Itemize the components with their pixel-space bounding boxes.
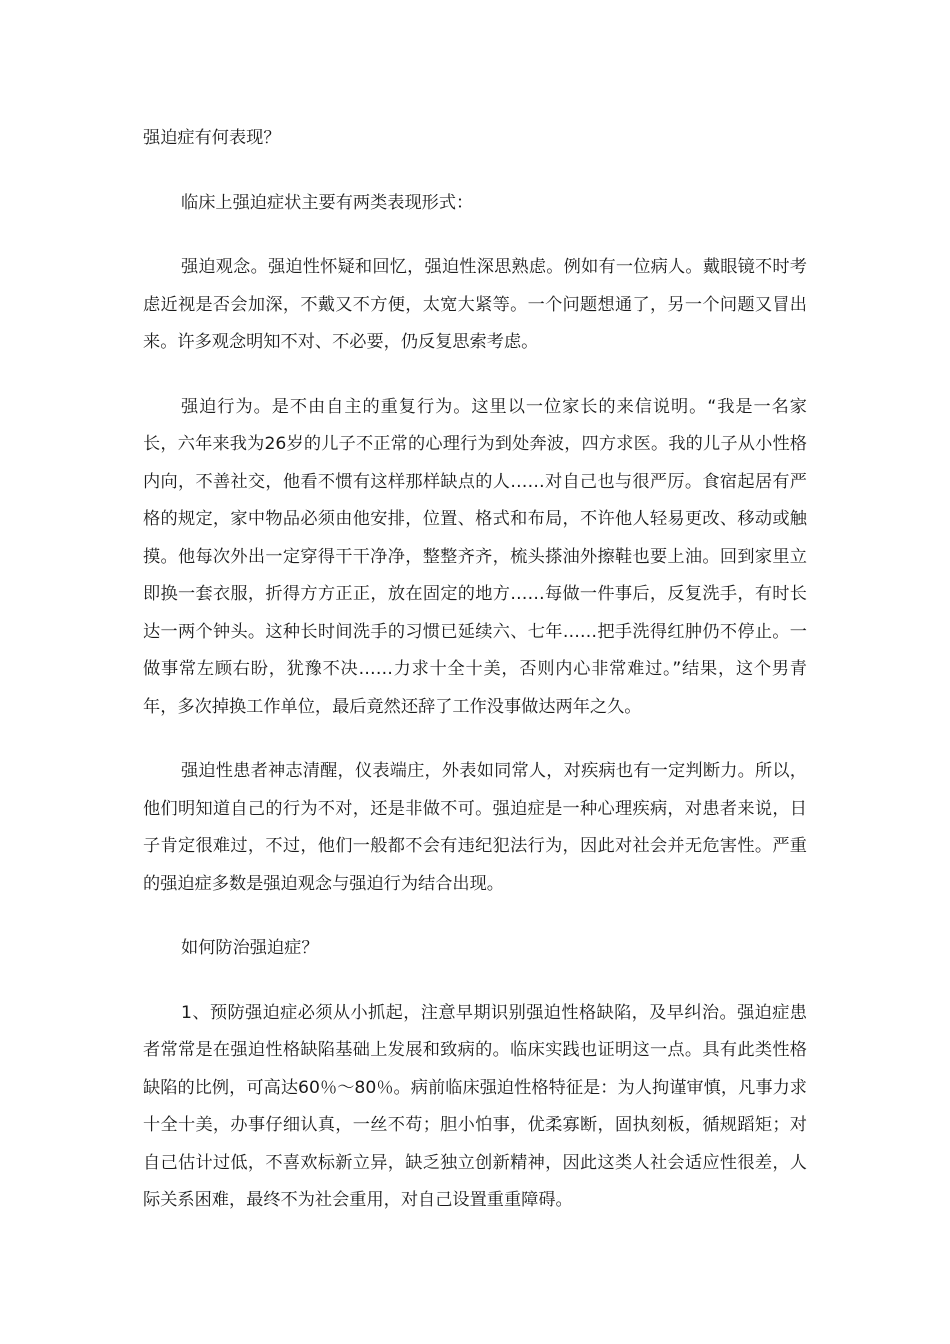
paragraph-patient-condition: 强迫性患者神志清醒，仪表端庄，外表如同常人，对疾病也有一定判断力。所以，他们明知道自己的行为不对，还是非做不可。强迫症是一种心理疾病，对患者来说，日子肯定很难过，不过，他们一般都不会有违纪犯法行为，因此对社会并无危害性。严重的强迫症多数是强迫观念与强迫行为结合出现。 bbox=[143, 761, 807, 894]
paragraph-intro: 临床上强迫症状主要有两类表现形式： bbox=[181, 192, 474, 213]
section-heading-symptoms: 强迫症有何表现？ bbox=[143, 128, 281, 148]
document-body bbox=[143, 120, 807, 1247]
section-heading-prevention: 如何防治强迫症？ bbox=[181, 938, 319, 958]
paragraph-compulsive-behavior: 强迫行为。是不由自主的重复行为。这里以一位家长的来信说明。“我是一名家长，六年来我为26岁的儿子不正常的心理行为到处奔波，四方求医。我的儿子从小性格内向，不善社交，他看不惯有这样那样缺点的人……对自己也与很严厉。食宿起居有严格的规定，家中物品必须由他安排，位置、格式和布局，不许他人轻易更改、移动或触摸。他每次外出一定穿得干干净净，整整齐齐，梳头搽油外擦鞋也要上油。回到家里立即换一套衣服，折得方方正正，放在固定的地方……每做一件事后，反复洗手，有时长达一两个钟头。这种长时间洗手的习惯已延续六、七年……把手洗得红肿仍不停止。一做事常左顾右盼，犹豫不决……力求十全十美，否则内心非常难过。”结果，这个男青年，多次掉换工作单位，最后竟然还辞了工作没事做达两年之久。 bbox=[143, 396, 807, 717]
paragraph-obsessive-thoughts: 强迫观念。强迫性怀疑和回忆，强迫性深思熟虑。例如有一位病人。戴眼镜不时考虑近视是否会加深，不戴又不方便，太宽大紧等。一个问题想通了，另一个问题又冒出来。许多观念明知不对、不必要，仍反复思索考虑。 bbox=[143, 257, 807, 352]
paragraph-prevention-1: 1、预防强迫症必须从小抓起，注意早期识别强迫性格缺陷，及早纠治。强迫症患者常常是在强迫性格缺陷基础上发展和致病的。临床实践也证明这一点。具有此类性格缺陷的比例，可高达60％～80％。病前临床强迫性格特征是：为人拘谨审慎，凡事力求十全十美，办事仔细认真，一丝不苟；胆小怕事，优柔寡断，固执刻板，循规蹈矩；对自己估计过低，不喜欢标新立异，缺乏独立创新精神，因此这类人社会适应性很差，人际关系困难，最终不为社会重用，对自己设置重重障碍。 bbox=[143, 1002, 807, 1210]
